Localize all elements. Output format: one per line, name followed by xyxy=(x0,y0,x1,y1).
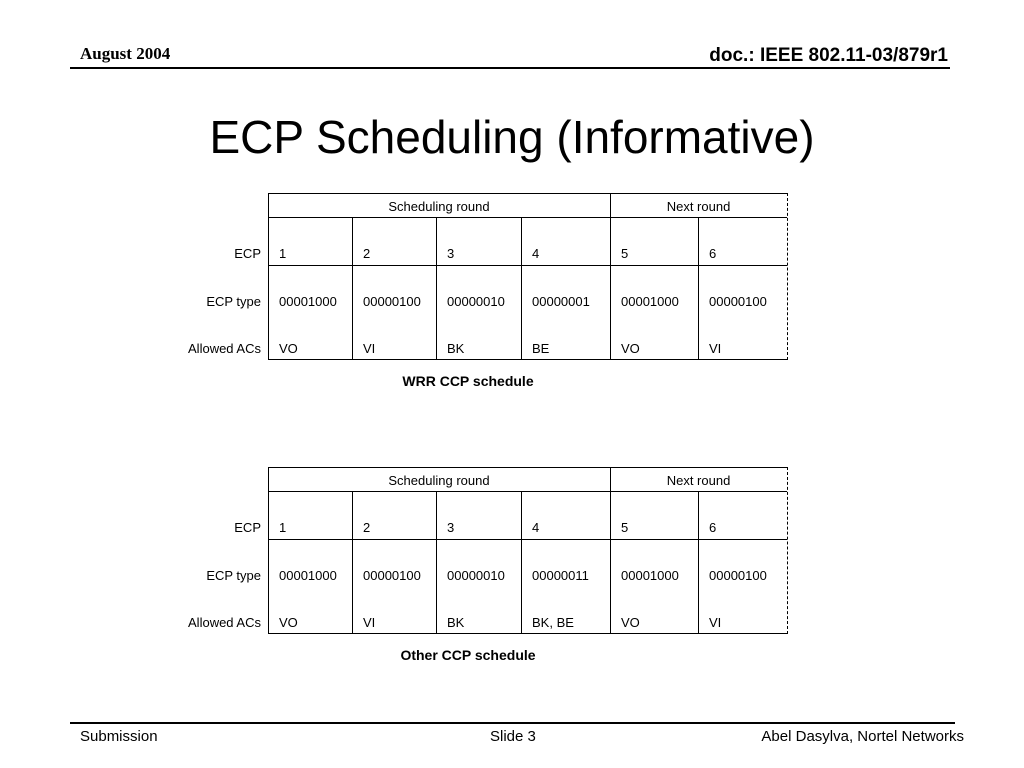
table-cell: BK xyxy=(447,615,465,630)
table-cell: BK, BE xyxy=(532,615,574,630)
table-border xyxy=(268,193,787,194)
table-cell: 00000100 xyxy=(709,568,767,583)
column-divider xyxy=(610,491,611,634)
other-schedule-table xyxy=(0,274,1024,630)
table-cell: VI xyxy=(709,341,722,356)
table-cell: 4 xyxy=(532,520,540,535)
table-cell: 4 xyxy=(532,246,540,261)
footer-author: Abel Dasylva, Nortel Networks xyxy=(761,728,964,745)
table-cell: 00001000 xyxy=(279,294,337,309)
row-label: ECP type xyxy=(206,568,261,583)
table-cell: 3 xyxy=(447,520,455,535)
wrr-table-caption: WRR CCP schedule xyxy=(402,373,534,389)
table-border xyxy=(268,467,787,468)
table-cell: 1 xyxy=(279,520,287,535)
header-doc-id: doc.: IEEE 802.11-03/879r1 xyxy=(709,45,948,66)
table-cell: 6 xyxy=(709,520,717,535)
group-header: Next round xyxy=(666,473,731,488)
table-cell: VO xyxy=(279,615,298,630)
column-divider xyxy=(521,491,522,634)
table-border xyxy=(268,633,787,634)
footer-divider xyxy=(70,722,955,724)
table-cell: 2 xyxy=(363,520,371,535)
table-border xyxy=(268,467,269,634)
table-border xyxy=(268,539,787,540)
table-cell: 00000011 xyxy=(532,568,589,583)
table-cell: 00001000 xyxy=(621,568,679,583)
row-label: Allowed ACs xyxy=(188,615,261,630)
row-label: Allowed ACs xyxy=(188,341,261,356)
table-cell: VI xyxy=(709,615,722,630)
table-border xyxy=(268,265,787,266)
table-cell: 00000100 xyxy=(363,294,421,309)
table-cell: VO xyxy=(279,341,298,356)
table-cell: 00000010 xyxy=(447,294,505,309)
header-date: August 2004 xyxy=(80,44,171,63)
table-cell: 3 xyxy=(447,246,455,261)
table-cell: BK xyxy=(447,341,465,356)
group-header: Next round xyxy=(666,199,731,214)
table-cell: 2 xyxy=(363,246,371,261)
table-cell: 00000001 xyxy=(532,294,590,309)
table-cell: 00000010 xyxy=(447,568,505,583)
slide-title: ECP Scheduling (Informative) xyxy=(209,111,815,163)
column-divider xyxy=(698,491,699,634)
row-label: ECP xyxy=(234,520,261,535)
table-border xyxy=(268,217,787,218)
other-table-caption: Other CCP schedule xyxy=(400,647,536,663)
table-cell: VI xyxy=(363,341,376,356)
table-cell: 00001000 xyxy=(279,568,337,583)
table-cell: 5 xyxy=(621,246,629,261)
footer-submission: Submission xyxy=(80,728,158,745)
group-header: Scheduling round xyxy=(388,199,490,214)
table-cell: 1 xyxy=(279,246,287,261)
group-header: Scheduling round xyxy=(388,473,490,488)
table-cell: VO xyxy=(621,615,640,630)
column-divider xyxy=(352,491,353,634)
table-cell: 00001000 xyxy=(621,294,679,309)
table-cell: 00000100 xyxy=(363,568,421,583)
table-cell: VO xyxy=(621,341,640,356)
table-cell: 6 xyxy=(709,246,717,261)
column-divider xyxy=(436,491,437,634)
table-dashed-edge xyxy=(787,467,788,634)
table-cell: 5 xyxy=(621,520,629,535)
table-border xyxy=(268,491,787,492)
table-cell: BE xyxy=(532,341,550,356)
table-cell: VI xyxy=(363,615,376,630)
wrr-schedule-table xyxy=(0,0,1024,356)
footer-slide-number: Slide 3 xyxy=(490,728,536,745)
row-label: ECP xyxy=(234,246,261,261)
table-cell: 00000100 xyxy=(709,294,767,309)
row-label: ECP type xyxy=(206,294,261,309)
